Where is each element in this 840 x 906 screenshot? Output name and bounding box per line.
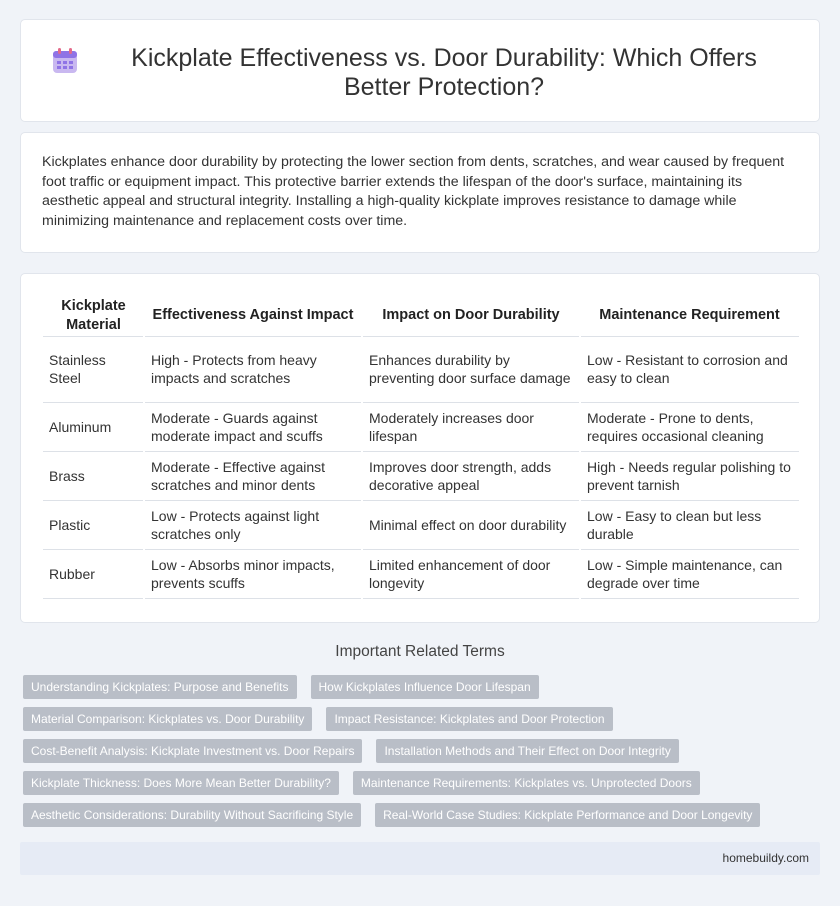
column-header: Maintenance Requirement <box>580 296 799 336</box>
table-cell: Low - Simple maintenance, can degrade over time <box>580 549 799 598</box>
title-card <box>20 19 820 122</box>
table-cell: High - Protects from heavy impacts and scratches <box>144 336 362 402</box>
related-term-tag[interactable]: Aesthetic Considerations: Durability Without Sacrificing Style <box>23 803 361 827</box>
table-row <box>43 336 799 402</box>
table-row <box>43 451 799 500</box>
table-cell: Low - Easy to clean but less durable <box>580 500 799 549</box>
table-cell: Improves door strength, adds decorative appeal <box>362 451 580 500</box>
column-header: Effectiveness Against Impact <box>144 296 362 336</box>
table-cell: Brass <box>43 451 144 500</box>
related-term-tag[interactable]: Impact Resistance: Kickplates and Door Protection <box>326 707 612 731</box>
table-cell: Low - Absorbs minor impacts, prevents scuffs <box>144 549 362 598</box>
related-term-tag[interactable]: Cost-Benefit Analysis: Kickplate Investment vs. Door Repairs <box>23 739 362 763</box>
footer <box>20 842 820 875</box>
table-cell: Moderate - Prone to dents, requires occasional cleaning <box>580 402 799 451</box>
intro-paragraph: Kickplates enhance door durability by protecting the lower section from dents, scratches, and wear caused by frequent foot traffic or equipment impact. This protective barrier extends the lifespan of the door's surface, maintaining its aesthetic appeal and structural integrity. Installing a high-quality kickplate improves resistance to damage while minimizing maintenance and replacement costs over time. <box>42 154 785 229</box>
table-cell: Aluminum <box>43 402 144 451</box>
table-cell: Low - Protects against light scratches only <box>144 500 362 549</box>
related-term-tag[interactable]: Material Comparison: Kickplates vs. Door Durability <box>23 707 312 731</box>
related-terms-list <box>23 675 803 835</box>
table-cell: Low - Resistant to corrosion and easy to clean <box>580 336 799 402</box>
related-term-tag[interactable]: Kickplate Thickness: Does More Mean Better Durability? <box>23 771 339 795</box>
related-term-tag[interactable]: Real-World Case Studies: Kickplate Performance and Door Longevity <box>375 803 760 827</box>
table-cell: Plastic <box>43 500 144 549</box>
related-terms-heading: Important Related Terms <box>335 643 505 660</box>
table-cell: Minimal effect on door durability <box>362 500 580 549</box>
table-row <box>43 402 799 451</box>
table-header-row <box>43 296 799 336</box>
table-cell: High - Needs regular polishing to prevent tarnish <box>580 451 799 500</box>
calendar-icon <box>51 47 79 75</box>
footer-site-link[interactable]: homebuildy.com <box>722 851 809 865</box>
related-term-tag[interactable]: Maintenance Requirements: Kickplates vs. Unprotected Doors <box>353 771 700 795</box>
page-title: Kickplate Effectiveness vs. Door Durability: Which Offers Better Protection? <box>131 44 757 101</box>
column-header: Kickplate Material <box>43 296 144 336</box>
related-term-tag[interactable]: Installation Methods and Their Effect on Door Integrity <box>376 739 678 763</box>
table-cell: Moderately increases door lifespan <box>362 402 580 451</box>
intro-card <box>20 132 820 253</box>
comparison-table <box>43 296 799 599</box>
table-cell: Moderate - Effective against scratches and minor dents <box>144 451 362 500</box>
related-term-tag[interactable]: Understanding Kickplates: Purpose and Benefits <box>23 675 297 699</box>
column-header: Impact on Door Durability <box>362 296 580 336</box>
table-cell: Enhances durability by preventing door surface damage <box>362 336 580 402</box>
comparison-table-card <box>20 273 820 623</box>
table-row <box>43 500 799 549</box>
table-cell: Moderate - Guards against moderate impact and scuffs <box>144 402 362 451</box>
table-cell: Stainless Steel <box>43 336 144 402</box>
table-cell: Limited enhancement of door longevity <box>362 549 580 598</box>
table-cell: Rubber <box>43 549 144 598</box>
related-term-tag[interactable]: How Kickplates Influence Door Lifespan <box>311 675 539 699</box>
table-row <box>43 549 799 598</box>
